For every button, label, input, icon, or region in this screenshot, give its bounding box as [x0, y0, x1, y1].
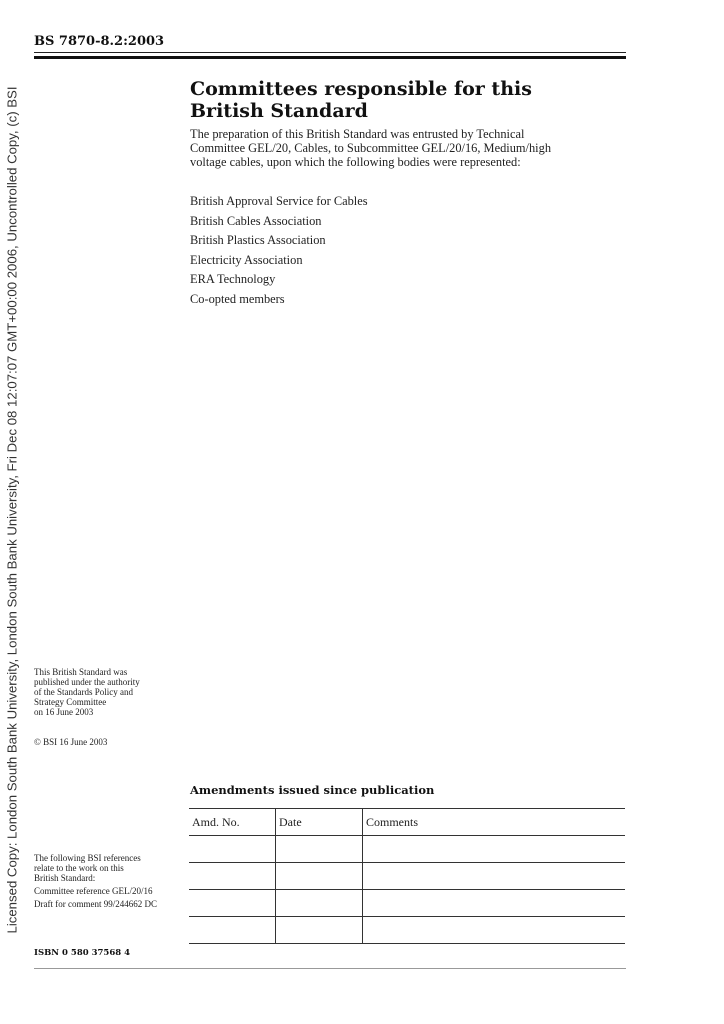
references-line: Committee reference GEL/20/16	[34, 886, 153, 896]
watermark-text: Licensed Copy: London South Bank University, London South Bank University, Fri Dec 08 12:07:07 GMT+00:00 2006, Uncontrolled Copy, (c) BSI	[4, 86, 20, 934]
list-item: British Plastics Association	[190, 233, 326, 248]
table-cell	[276, 863, 363, 890]
table-cell	[363, 917, 626, 944]
list-item: British Approval Service for Cables	[190, 194, 368, 208]
publication-line: on 16 June 2003	[34, 707, 94, 717]
list-item: British Cables Association	[190, 213, 322, 228]
document-id: BS 7870-8.2:2003	[34, 34, 165, 49]
publication-line: This British Standard was	[34, 667, 128, 677]
publication-note	[34, 667, 174, 717]
title-line-1: Committees responsible for this	[190, 78, 532, 100]
publication-line: published under the authority	[34, 677, 140, 687]
list-item: Co-opted members	[190, 291, 285, 306]
isbn: ISBN 0 580 37568 4	[34, 948, 131, 958]
publication-line: Strategy Committee	[34, 697, 107, 707]
list-item: Electricity Association	[190, 252, 303, 267]
table-cell	[363, 890, 626, 917]
header-amd-no: Amd. No.	[189, 809, 276, 836]
table-cell	[189, 836, 276, 863]
represented-bodies-list	[190, 193, 368, 311]
intro-line-1: The preparation of this British Standard was entrusted by Technical	[190, 127, 525, 141]
page-title	[190, 78, 620, 122]
table-row	[189, 890, 625, 917]
copyright-note: © BSI 16 June 2003	[34, 737, 108, 747]
table-cell	[363, 836, 626, 863]
intro-line-2: Committee GEL/20, Cables, to Subcommittee GEL/20/16, Medium/high	[190, 141, 552, 155]
references-note	[34, 853, 174, 909]
table-cell	[276, 890, 363, 917]
table-cell	[363, 863, 626, 890]
references-line: relate to the work on this	[34, 863, 124, 873]
title-line-2: British Standard	[190, 100, 368, 122]
header-rule-thin	[34, 52, 626, 53]
table-cell	[276, 917, 363, 944]
table-cell	[276, 836, 363, 863]
amendments-title: Amendments issued since publication	[190, 783, 435, 797]
table-row	[189, 836, 625, 863]
references-line: The following BSI references	[34, 853, 141, 863]
table-cell	[189, 863, 276, 890]
table-cell	[189, 917, 276, 944]
footer-rule	[34, 968, 626, 969]
list-item: ERA Technology	[190, 272, 276, 287]
header-date: Date	[276, 809, 363, 836]
table-row	[189, 863, 625, 890]
references-line: British Standard:	[34, 873, 96, 883]
intro-line-3: voltage cables, upon which the following bodies were represented:	[190, 155, 521, 169]
amendments-table	[189, 808, 625, 944]
table-header-row	[189, 809, 625, 836]
intro-paragraph	[190, 127, 622, 169]
header-rule-thick	[34, 56, 626, 59]
references-line: Draft for comment 99/244662 DC	[34, 899, 157, 909]
header-comments: Comments	[363, 809, 626, 836]
licensed-copy-watermark	[5, 40, 19, 980]
table-cell	[189, 890, 276, 917]
publication-line: of the Standards Policy and	[34, 687, 133, 697]
table-row	[189, 917, 625, 944]
